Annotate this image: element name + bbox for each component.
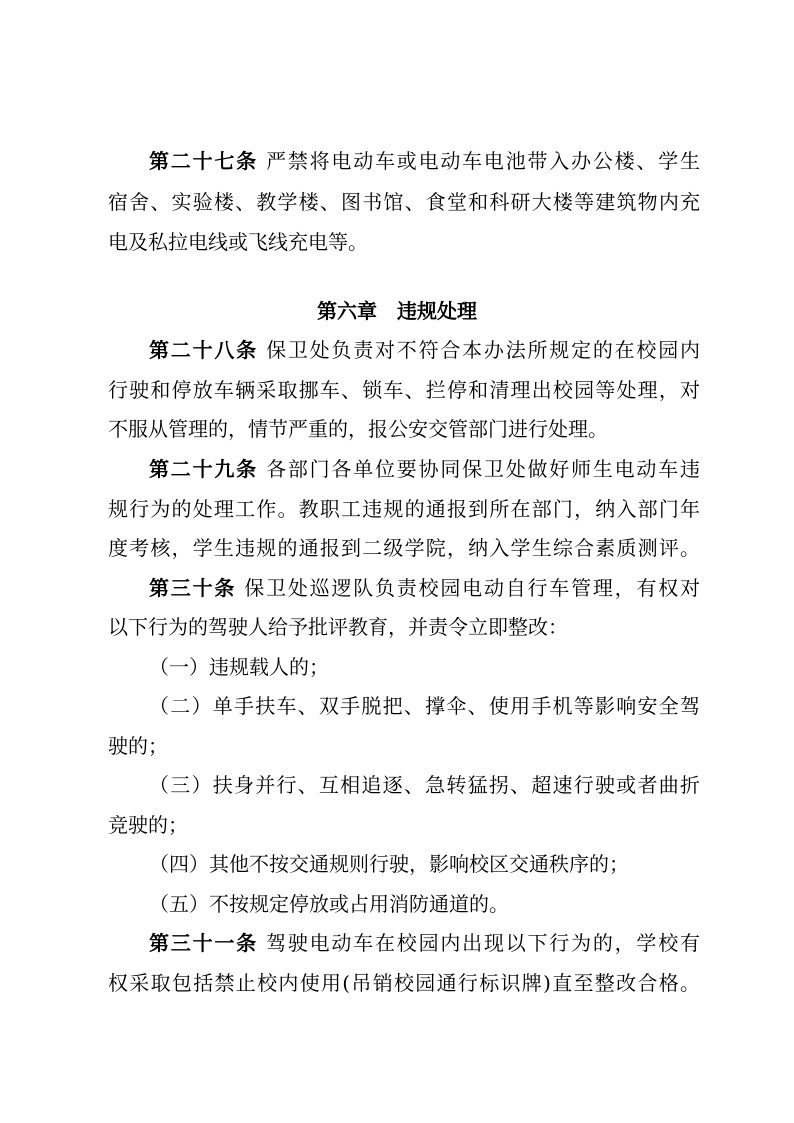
- article-31-text-1: 驾驶电动车在校园内出现以下行为的，学校有: [257, 931, 701, 955]
- article-28-line-2: 行驶和停放车辆采取挪车、锁车、拦停和清理出校园等处理，对: [108, 378, 700, 402]
- article-30-heading: 第三十条: [149, 576, 237, 600]
- article-27-line-2: 宿舍、实验楼、教学楼、图书馆、食堂和科研大楼等建筑物内充: [108, 190, 700, 214]
- article-27-text-1: 严禁将电动车或电动车电池带入办公楼、学生: [257, 149, 701, 173]
- list-item-3-line-2: 竞驶的；: [108, 813, 188, 837]
- list-item-4: （四）其他不按交通规则行驶，影响校区交通秩序的；: [149, 852, 629, 876]
- article-27-line-1: [149, 148, 700, 174]
- article-27-line-3: 电及私拉电线或飞线充电等。: [108, 230, 368, 254]
- article-28-heading: 第二十八条: [149, 338, 258, 362]
- article-29-text-1: 各部门各单位要协同保卫处做好师生电动车违: [257, 457, 701, 481]
- list-item-2-line-2: 驶的；: [108, 734, 168, 758]
- article-28-text-1: 保卫处负责对不符合本办法所规定的在校园内: [257, 338, 701, 362]
- article-28-line-3: 不服从管理的，情节严重的，报公安交管部门进行处理。: [108, 417, 608, 441]
- list-item-3-line-1: （三）扶身并行、互相追逐、急转猛拐、超速行驶或者曲折: [149, 773, 700, 797]
- article-30-text-1: 保卫处巡逻队负责校园电动自行车管理，有权对: [236, 576, 701, 600]
- article-31-line-2: 权采取包括禁止校内使用(吊销校园通行标识牌)直至整改合格。: [108, 971, 700, 995]
- article-30-line-2: 以下行为的驾驶人给予批评教育，并责令立即整改：: [108, 615, 568, 639]
- article-27-heading: 第二十七条: [149, 149, 258, 173]
- article-29-heading: 第二十九条: [149, 457, 258, 481]
- list-item-2-line-1: （二）单手扶车、双手脱把、撑伞、使用手机等影响安全驾: [149, 694, 700, 718]
- article-31-heading: 第三十一条: [149, 931, 258, 955]
- list-item-1: （一）违规载人的；: [149, 655, 329, 679]
- chapter-title: 第六章 违规处理: [317, 299, 477, 323]
- article-28-line-1: [149, 337, 700, 363]
- article-29-line-3: 度考核，学生违规的通报到二级学院，纳入学生综合素质测评。: [108, 536, 700, 560]
- article-29-line-2: 规行为的处理工作。教职工违规的通报到所在部门，纳入部门年: [108, 497, 700, 521]
- list-item-5: （五）不按规定停放或占用消防通道的。: [149, 892, 509, 916]
- article-29-line-1: [149, 456, 700, 482]
- article-30-line-1: [149, 575, 700, 601]
- article-31-line-1: [149, 930, 700, 956]
